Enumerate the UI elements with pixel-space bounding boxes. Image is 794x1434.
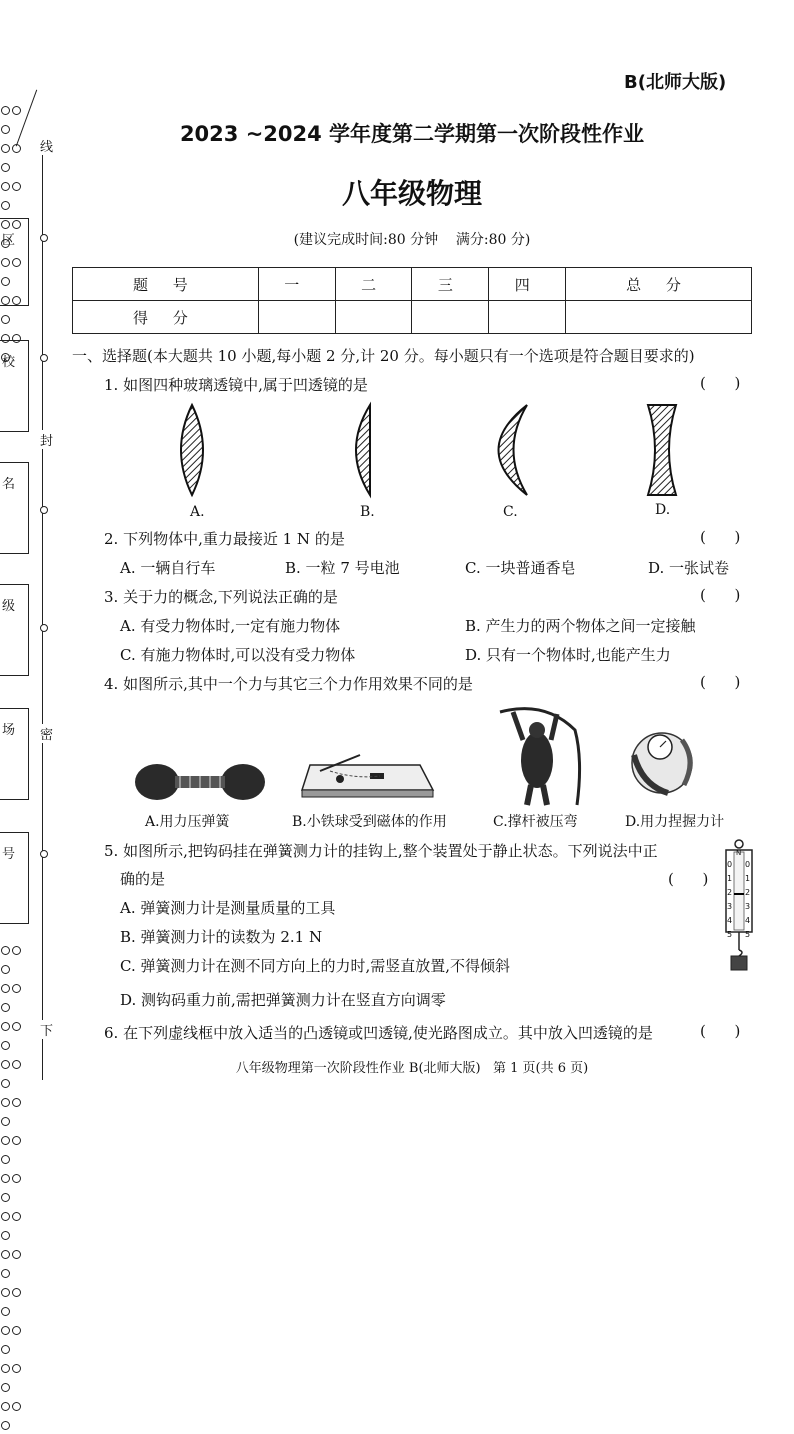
binding-dot <box>40 506 48 514</box>
lens-b-plano-convex <box>356 405 370 495</box>
answer-paren[interactable]: ( ) <box>700 673 741 691</box>
score-header-cell: 三 <box>412 268 489 301</box>
binding-dot <box>40 624 48 632</box>
lens-a-biconvex <box>181 405 203 495</box>
score-cell[interactable] <box>258 301 335 334</box>
binding-dot <box>40 850 48 858</box>
option-a: A. 有受力物体时,一定有施力物体 <box>120 617 341 635</box>
score-table-header-row <box>73 268 752 301</box>
option-d: D. 只有一个物体时,也能产生力 <box>465 646 671 664</box>
score-table-score-row <box>73 301 752 334</box>
score-cell[interactable] <box>335 301 412 334</box>
info-box-name[interactable]: 名 <box>0 462 29 554</box>
option-b: B. 产生力的两个物体之间一定接触 <box>465 617 696 635</box>
option-b: B. 弹簧测力计的读数为 2.1 N <box>120 928 323 946</box>
lens-c-meniscus <box>499 405 528 495</box>
lens-label-d: D. <box>655 502 671 518</box>
info-box-exam-room[interactable]: 场 <box>0 708 29 800</box>
score-cell[interactable] <box>489 301 566 334</box>
figure-hand-grip-dynamometer <box>622 715 702 800</box>
score-cell[interactable] <box>412 301 489 334</box>
binding-line <box>42 150 43 1080</box>
binding-char-feng: 封 <box>40 430 53 449</box>
exam-info: (建议完成时间:80 分钟 满分:80 分) <box>293 232 531 248</box>
figure-pole-vault-bent-pole <box>495 700 585 810</box>
score-header-cell: 二 <box>335 268 412 301</box>
option-c: C. 有施力物体时,可以没有受力物体 <box>120 646 356 664</box>
perforation-bottom <box>0 940 26 1434</box>
score-table <box>72 267 752 334</box>
option-a: A. 弹簧测力计是测量质量的工具 <box>120 899 336 917</box>
option-b: B. 一粒 7 号电池 <box>285 559 400 577</box>
option-d: D. 一张试卷 <box>648 559 730 577</box>
figure-caption-a: A.用力压弹簧 <box>145 814 230 830</box>
score-header-cell: 一 <box>258 268 335 301</box>
score-cell[interactable] <box>566 301 752 334</box>
question-3-stem: 3. 关于力的概念,下列说法正确的是 <box>104 588 338 606</box>
figure-hands-pressing-spring <box>135 760 265 805</box>
lens-label-a: A. <box>190 504 205 520</box>
subject-title: 八年级物理 <box>341 177 482 210</box>
option-d: D. 测钩码重力前,需把弹簧测力计在竖直方向调零 <box>120 991 446 1009</box>
question-5-stem-cont: 确的是 <box>120 870 166 888</box>
info-box-school[interactable]: 校 <box>0 340 29 432</box>
binding-dot <box>40 354 48 362</box>
question-1-stem: 1. 如图四种玻璃透镜中,属于凹透镜的是 <box>104 376 368 394</box>
answer-paren[interactable]: ( ) <box>700 528 741 546</box>
figure-magnet-and-ball <box>300 735 435 805</box>
info-box-seat-number[interactable]: 号 <box>0 832 29 924</box>
scale-unit: N <box>736 849 742 857</box>
lens-figures <box>150 400 710 500</box>
figure-caption-c: C.撑杆被压弯 <box>493 814 578 830</box>
edition-label: B(北师大版) <box>624 72 727 93</box>
scale-left-labels: 0 1 2 3 4 5 <box>727 860 733 939</box>
question-6-stem: 6. 在下列虚线框中放入适当的凸透镜或凹透镜,使光路图成立。其中放入凹透镜的是 <box>104 1024 653 1042</box>
section-heading: 一、选择题(本大题共 10 小题,每小题 2 分,计 20 分。每小题只有一个选项是符合题目要求的) <box>72 347 695 365</box>
score-row-label: 得 分 <box>73 301 259 334</box>
figure-caption-b: B.小铁球受到磁体的作用 <box>292 814 447 830</box>
info-box-region[interactable]: 区 <box>0 218 29 306</box>
info-box-class[interactable]: 级 <box>0 584 29 676</box>
option-c: C. 弹簧测力计在测不同方向上的力时,需竖直放置,不得倾斜 <box>120 957 511 975</box>
figure-caption-d: D.用力捏握力计 <box>625 814 725 830</box>
page-footer: 八年级物理第一次阶段性作业 B(北师大版) 第 1 页(共 6 页) <box>235 1061 589 1076</box>
question-5-stem: 5. 如图所示,把钩码挂在弹簧测力计的挂钩上,整个装置处于静止状态。下列说法中正 <box>104 842 658 860</box>
lens-label-c: C. <box>503 504 518 520</box>
binding-char-xia: 下 <box>40 1020 53 1039</box>
answer-paren[interactable]: ( ) <box>700 586 741 604</box>
option-c: C. 一块普通香皂 <box>465 559 576 577</box>
score-header-cell: 总 分 <box>566 268 752 301</box>
score-header-cell: 四 <box>489 268 566 301</box>
exam-title: 2023 ~2024 学年度第二学期第一次阶段性作业 <box>179 122 645 146</box>
answer-paren[interactable]: ( ) <box>668 870 709 888</box>
question-4-stem: 4. 如图所示,其中一个力与其它三个力作用效果不同的是 <box>104 675 473 693</box>
binding-char-mi: 密 <box>40 724 53 743</box>
score-header-cell: 题 号 <box>73 268 259 301</box>
answer-paren[interactable]: ( ) <box>700 374 741 392</box>
question-2-stem: 2. 下列物体中,重力最接近 1 N 的是 <box>104 530 345 548</box>
scale-right-labels: 0 1 2 3 4 5 <box>745 860 751 939</box>
spring-scale-figure <box>723 838 755 973</box>
option-a: A. 一辆自行车 <box>120 559 216 577</box>
lens-d-biconcave <box>648 405 676 495</box>
lens-label-b: B. <box>360 504 375 520</box>
binding-char-xian: 线 <box>40 136 53 155</box>
answer-paren[interactable]: ( ) <box>700 1022 741 1040</box>
